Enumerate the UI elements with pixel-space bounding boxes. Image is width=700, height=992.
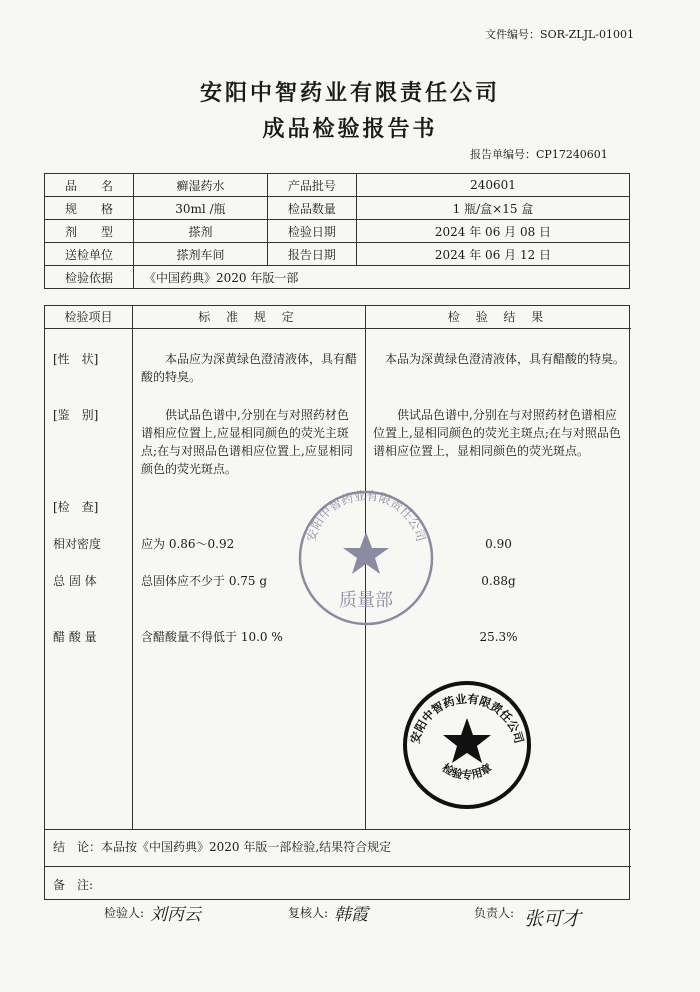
unit-label: 送检单位	[45, 243, 134, 266]
report-date-label: 报告日期	[267, 243, 356, 266]
stamp-quality-ring: 安阳中智药业有限责任公司	[303, 488, 429, 544]
item-acetic-label: 醋 酸 量	[53, 630, 97, 644]
divider	[45, 866, 631, 867]
basis-label: 检验依据	[45, 266, 134, 289]
item-identification-label: [鉴 别]	[53, 408, 99, 422]
divider	[132, 306, 133, 829]
divider	[45, 829, 631, 830]
name-label: 品 名	[45, 174, 134, 197]
stamp-quality-center: 质量部	[339, 590, 393, 611]
page-title: 成品检验报告书	[262, 116, 438, 142]
item-acetic-result: 25.3%	[479, 630, 518, 644]
company-name: 安阳中智药业有限责任公司	[199, 80, 500, 106]
stamp-seal-ring: 安阳中智药业有限责任公司	[407, 691, 527, 745]
qty-value: 1 瓶/盒×15 盒	[356, 197, 629, 220]
form-label: 剂 型	[45, 220, 134, 243]
spec-label: 规 格	[45, 197, 134, 220]
conclusion: 结 论：本品按《中国药典》2020 年版一部检验,结果符合规定	[53, 840, 392, 854]
item-identification-standard: 供试品色谱中,分别在与对照药材色谱相应位置上,应显相同颜色的荧光主斑点;在与对照品色谱相应位置上,应显相同颜色的荧光斑点。	[141, 408, 353, 476]
item-density-standard: 应为 0.86～0.92	[141, 537, 235, 551]
unit-value: 搽剂车间	[134, 243, 268, 266]
inspect-date-value: 2024 年 06 月 08 日	[356, 220, 629, 243]
item-solids-label: 总 固 体	[53, 574, 97, 588]
item-appearance-standard: 本品应为深黄绿色澄清液体，具有醋酸的特臭。	[141, 352, 358, 384]
name-value: 癣湿药水	[134, 174, 268, 197]
svg-text:检验专用章	[440, 760, 494, 781]
inspector-signature: 刘丙云	[150, 905, 201, 925]
item-appearance-label: [性 状]	[53, 352, 99, 366]
header-item: 检验项目	[64, 310, 113, 324]
qty-label: 检品数量	[267, 197, 356, 220]
item-appearance-result: 本品为深黄绿色澄清液体，具有醋酸的特臭。	[385, 352, 626, 366]
basis-value: 《中国药典》2020 年版一部	[134, 266, 630, 289]
header-result: 检 验 结 果	[447, 310, 550, 324]
report-date-value: 2024 年 06 月 12 日	[356, 243, 629, 266]
form-value: 搽剂	[134, 220, 268, 243]
info-table	[44, 173, 630, 289]
manager-signature: 张可才	[524, 908, 582, 930]
item-acetic-standard: 含醋酸量不得低于 10.0 %	[141, 630, 283, 644]
item-check-label: [检 查]	[53, 500, 99, 514]
item-solids-result: 0.88g	[481, 574, 516, 588]
quality-department-stamp	[296, 488, 436, 628]
reviewer-label: 复核人:	[288, 906, 329, 920]
manager-label: 负责人:	[474, 906, 515, 920]
divider	[45, 328, 631, 329]
reviewer-signature: 韩霞	[334, 905, 368, 925]
batch-value: 240601	[356, 174, 629, 197]
inspector-label: 检验人:	[104, 906, 145, 920]
item-density-label: 相对密度	[53, 537, 102, 551]
inspect-date-label: 检验日期	[267, 220, 356, 243]
spec-value: 30ml /瓶	[134, 197, 268, 220]
stamp-seal-center: 检验专用章	[439, 761, 495, 782]
item-density-result: 0.90	[485, 537, 512, 551]
batch-label: 产品批号	[267, 174, 356, 197]
report-number: 报告单编号：CP17240601	[470, 148, 608, 161]
remarks-label: 备 注:	[53, 878, 94, 892]
item-identification-result: 供试品色谱中,分别在与对照药材色谱相应位置上,显相同颜色的荧光主斑点;在与对照品色谱相应位置上，显相同颜色的荧光斑点。	[373, 408, 621, 458]
inspection-seal-stamp	[402, 680, 532, 810]
item-solids-standard: 总固体应不少于 0.75 g	[141, 574, 268, 588]
header-standard: 标 准 规 定	[198, 310, 300, 324]
document-number: 文件编号：SOR-ZLJL-01001	[485, 28, 634, 41]
